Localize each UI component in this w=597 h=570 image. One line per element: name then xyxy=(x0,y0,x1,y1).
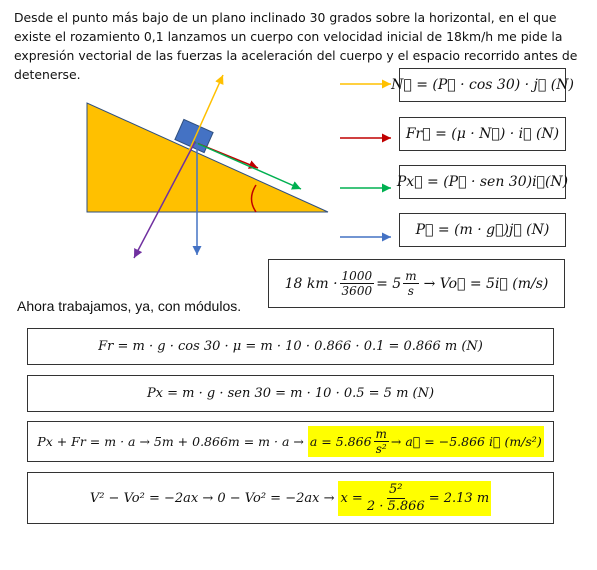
px-equation-box: Px = m · g · sen 30 = m · 10 · 0.5 = 5 m (N) xyxy=(27,375,554,412)
modulos-text: Ahora trabajamos, ya, con módulos. xyxy=(17,298,242,314)
conv-unit-num: m xyxy=(405,269,417,283)
conv-den: 3600 xyxy=(341,284,373,298)
eq3-hl1: a = 5.866 xyxy=(309,434,372,449)
normal-formula-box: N⃗ = (P⃗ · cos 30) · j⃗ (N) xyxy=(399,68,566,102)
problem-statement: Desde el punto más bajo de un plano inclinado 30 grados sobre la horizontal, en el que existe el rozamiento 0,1 lanzamos un cuerpo con velocidad inicial de 18km/h me pide la expresión vectorial de las fuerzas la aceleración del cuerpo y el espacio recorrido antes de detenerse. xyxy=(14,10,578,82)
px-formula-box: Px⃗ = (P⃗ · sen 30)i⃗(N) xyxy=(399,165,566,199)
eq3-unit-fraction xyxy=(374,427,389,456)
velocity-conversion-box xyxy=(268,259,565,308)
eq4-hl: x = xyxy=(340,490,363,506)
conv-unit-fraction xyxy=(403,269,418,298)
eq3-unit-den: s² xyxy=(375,442,387,456)
friction-equation-box: Fr = m · g · cos 30 · μ = m · 10 · 0.866 · 0.1 = 0.866 m (N) xyxy=(27,328,554,365)
distance-highlight xyxy=(338,481,491,516)
conv-lead: 18 km · xyxy=(284,275,338,292)
weight-formula-box: P⃗ = (m · g⃗)j⃗ (N) xyxy=(399,213,566,247)
eq3-unit-num: m xyxy=(375,427,387,441)
friction-formula-box: Fr⃗ = (μ · N⃗) · i⃗ (N) xyxy=(399,117,566,151)
eq3-hl2: → a⃗ = −5.866 i⃗ (m/s²) xyxy=(390,434,542,449)
eq4-den: 2 · 5.866 xyxy=(366,498,425,514)
eq4-tail: = 2.13 m xyxy=(428,490,490,506)
conv-mid: = 5 xyxy=(376,275,402,292)
eq3-lead: Px + Fr = m · a → 5m + 0.866m = m · a → xyxy=(37,434,304,449)
conv-num: 1000 xyxy=(341,269,373,283)
eq4-num: 5² xyxy=(389,481,403,497)
conv-fraction xyxy=(340,269,375,298)
conv-unit-den: s xyxy=(407,284,414,298)
acceleration-highlight xyxy=(308,426,544,457)
distance-equation-box xyxy=(27,472,554,524)
eq4-lead: V² − Vo² = −2ax → 0 − Vo² = −2ax → xyxy=(89,490,335,506)
eq4-fraction xyxy=(365,482,427,515)
conv-tail: → Vo⃗ = 5i⃗ (m/s) xyxy=(423,275,549,292)
acceleration-equation-box xyxy=(27,421,554,462)
inclined-plane xyxy=(87,103,328,212)
